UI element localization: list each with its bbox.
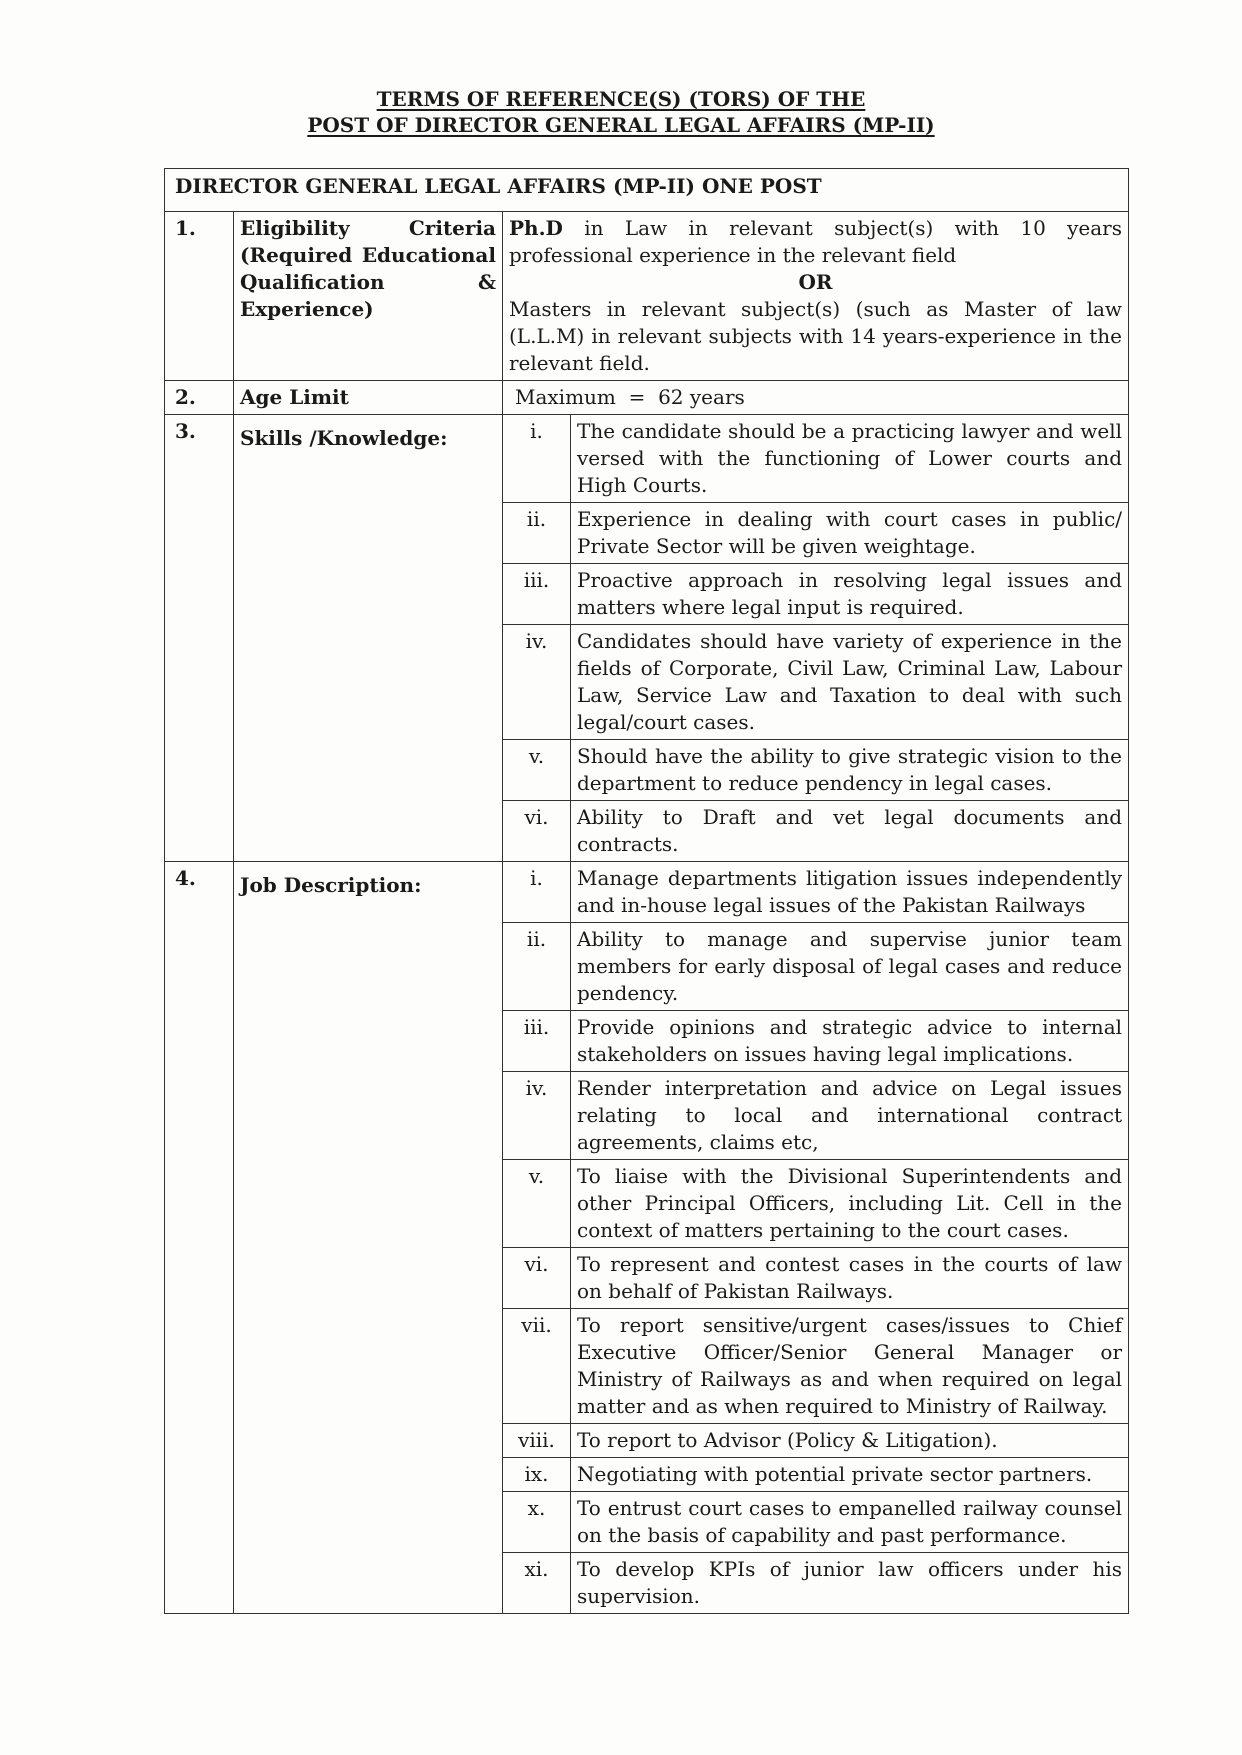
- item-number: v.: [503, 740, 571, 801]
- job-label: Job Description:: [234, 862, 503, 1614]
- item-number: x.: [503, 1492, 571, 1553]
- job-item: To represent and contest cases in the courts of law on behalf of Pakistan Railways.: [571, 1248, 1129, 1309]
- skill-item: Should have the ability to give strategic vision to the department to reduce pendency in legal cases.: [571, 740, 1129, 801]
- item-number: v.: [503, 1160, 571, 1248]
- row-number: 1.: [165, 212, 234, 381]
- job-item: To develop KPIs of junior law officers under his supervision.: [571, 1553, 1129, 1614]
- job-item: Negotiating with potential private sector partners.: [571, 1458, 1129, 1492]
- job-item: Render interpretation and advice on Legal issues relating to local and international contract agreements, claims etc,: [571, 1072, 1129, 1160]
- job-item: To liaise with the Divisional Superintendents and other Principal Officers, including Lit. Cell in the context of matters pertaining to the court cases.: [571, 1160, 1129, 1248]
- item-number: iii.: [503, 564, 571, 625]
- item-number: vi.: [503, 801, 571, 862]
- item-number: ii.: [503, 923, 571, 1011]
- table-header: DIRECTOR GENERAL LEGAL AFFAIRS (MP-II) ONE POST: [165, 169, 1129, 212]
- item-number: iv.: [503, 625, 571, 740]
- eligibility-label-line: Qualification &: [240, 270, 496, 294]
- job-item: To report sensitive/urgent cases/issues to Chief Executive Officer/Senior General Manager or Ministry of Railways as and when required on legal matter and as when required to Ministry of Railway.: [571, 1309, 1129, 1424]
- item-number: ix.: [503, 1458, 571, 1492]
- item-number: vi.: [503, 1248, 571, 1309]
- degree-phd: Ph.D: [509, 216, 563, 240]
- age-label: Age Limit: [234, 381, 503, 415]
- row-number: 4.: [165, 862, 234, 1614]
- item-number: i.: [503, 862, 571, 923]
- eligibility-row: [165, 212, 1129, 381]
- document-title: [0, 86, 1242, 138]
- or-separator: OR: [798, 270, 833, 294]
- eligibility-label: [234, 212, 503, 381]
- job-item: Ability to manage and supervise junior team members for early disposal of legal cases and reduce pendency.: [571, 923, 1129, 1011]
- eligibility-details: [503, 212, 1129, 381]
- skill-item: Proactive approach in resolving legal issues and matters where legal input is required.: [571, 564, 1129, 625]
- eligibility-option-2: Masters in relevant subject(s) (such as Master of law (L.L.M) in relevant subjects with 14 years-experience in the relevant field.: [509, 297, 1123, 375]
- skill-item: The candidate should be a practicing lawyer and well versed with the functioning of Lower courts and High Courts.: [571, 415, 1129, 503]
- job-item: Provide opinions and strategic advice to internal stakeholders on issues having legal implications.: [571, 1011, 1129, 1072]
- row-number: 3.: [165, 415, 234, 862]
- item-number: ii.: [503, 503, 571, 564]
- job-item: Manage departments litigation issues independently and in-house legal issues of the Pakistan Railways: [571, 862, 1129, 923]
- item-number: viii.: [503, 1424, 571, 1458]
- skills-label: Skills /Knowledge:: [234, 415, 503, 862]
- table-header-row: [165, 169, 1129, 212]
- item-number: iv.: [503, 1072, 571, 1160]
- job-item: To entrust court cases to empanelled railway counsel on the basis of capability and past performance.: [571, 1492, 1129, 1553]
- tor-table: [164, 168, 1129, 1614]
- skill-item: Ability to Draft and vet legal documents and contracts.: [571, 801, 1129, 862]
- item-number: iii.: [503, 1011, 571, 1072]
- age-value: Maximum = 62 years: [503, 381, 1129, 415]
- job-item: To report to Advisor (Policy & Litigation).: [571, 1424, 1129, 1458]
- title-line-1: TERMS OF REFERENCE(S) (TORS) OF THE: [376, 87, 866, 111]
- age-row: [165, 381, 1129, 415]
- option-1-text: in Law in relevant subject(s) with 10 years professional experience in the relevant field: [509, 216, 1123, 267]
- title-line-2: POST OF DIRECTOR GENERAL LEGAL AFFAIRS (MP-II): [307, 113, 935, 137]
- item-number: i.: [503, 415, 571, 503]
- skill-item: Candidates should have variety of experience in the fields of Corporate, Civil Law, Criminal Law, Labour Law, Service Law and Taxation to deal with such legal/court cases.: [571, 625, 1129, 740]
- job-row: [165, 862, 1129, 923]
- eligibility-label-line: (Required Educational: [240, 243, 496, 267]
- eligibility-option-1: [509, 215, 1122, 269]
- eligibility-label-line: Experience): [240, 297, 374, 321]
- skill-item: Experience in dealing with court cases in public/ Private Sector will be given weightage.: [571, 503, 1129, 564]
- item-number: xi.: [503, 1553, 571, 1614]
- eligibility-label-line: Eligibility Criteria: [240, 216, 496, 240]
- row-number: 2.: [165, 381, 234, 415]
- skills-row: [165, 415, 1129, 503]
- item-number: vii.: [503, 1309, 571, 1424]
